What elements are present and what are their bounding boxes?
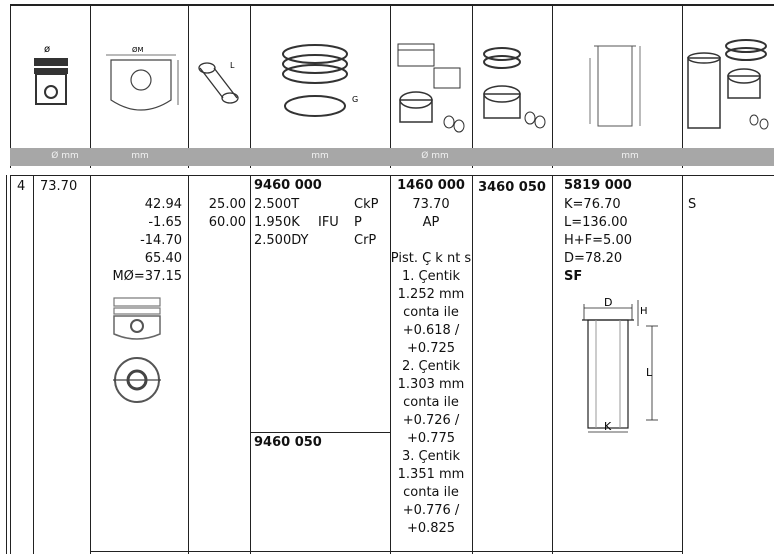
liner-spec: K=76.70 bbox=[564, 197, 621, 212]
piston-note: Pist. Ç k nt s bbox=[390, 251, 472, 266]
liner-sf: SF bbox=[564, 269, 583, 284]
ring-code: 9460 000 bbox=[254, 178, 322, 193]
row-sep bbox=[682, 175, 683, 554]
unit-label: mm bbox=[621, 151, 639, 161]
liner-icon bbox=[584, 38, 654, 138]
ring-spec-c: CkP bbox=[354, 197, 379, 212]
liner-label-k: K bbox=[604, 420, 612, 433]
unit-label: Ø mm bbox=[421, 151, 449, 161]
piston-drawing-icon bbox=[108, 292, 166, 412]
dim-value: MØ=37.15 bbox=[112, 269, 182, 284]
piston-note: 1.351 mm bbox=[397, 467, 465, 482]
row-sep bbox=[188, 175, 189, 554]
liner-spec: L=136.00 bbox=[564, 215, 628, 230]
ring-spec-a: 2.500T bbox=[254, 197, 300, 212]
unit-label: Ø mm bbox=[51, 151, 79, 161]
piston-note: +0.726 / bbox=[402, 413, 460, 428]
piston-note: 1. Çentik bbox=[401, 269, 461, 284]
hdr-sep bbox=[390, 4, 391, 168]
pin-value: 60.00 bbox=[208, 215, 246, 230]
liner-kit-icon bbox=[684, 36, 772, 140]
row-bottom-border bbox=[90, 551, 682, 552]
row-diameter: 73.70 bbox=[40, 179, 78, 194]
piston-note: +0.825 bbox=[406, 521, 456, 536]
piston-note: conta ile bbox=[403, 305, 459, 320]
ring-spec-b: IFU bbox=[318, 215, 339, 230]
liner-label-d: D bbox=[604, 296, 613, 309]
piston-size: 73.70 bbox=[412, 197, 450, 212]
row-sep bbox=[90, 175, 91, 554]
hdr-sep bbox=[552, 4, 553, 168]
piston-icon bbox=[22, 40, 82, 110]
unit-label: mm bbox=[311, 151, 329, 161]
piston-section-icon bbox=[96, 40, 186, 130]
piston-note: 1.252 mm bbox=[397, 287, 465, 302]
piston-code: 1460 000 bbox=[397, 178, 465, 193]
hdr-sep bbox=[90, 4, 91, 168]
row-sep bbox=[552, 175, 553, 554]
ring-spec-c: CrP bbox=[354, 233, 377, 248]
row-sep bbox=[6, 175, 7, 554]
unit-label: mm bbox=[131, 151, 149, 161]
pin-value: 25.00 bbox=[208, 197, 246, 212]
last-col-value: S bbox=[688, 197, 697, 212]
row-sep bbox=[472, 175, 473, 554]
ring-spec-a: 1.950K bbox=[254, 215, 300, 230]
dim-value: -14.70 bbox=[140, 233, 182, 248]
ring-code-2: 9460 050 bbox=[254, 435, 322, 450]
pin-icon bbox=[192, 50, 247, 120]
dim-value: 42.94 bbox=[144, 197, 182, 212]
hdr-sep bbox=[472, 4, 473, 168]
liner-spec: H+F=5.00 bbox=[564, 233, 632, 248]
liner-code: 5819 000 bbox=[564, 178, 632, 193]
row-index: 4 bbox=[17, 179, 26, 194]
hdr-sep bbox=[10, 4, 11, 168]
dim-value: 65.40 bbox=[144, 251, 182, 266]
hdr-sep bbox=[682, 4, 683, 168]
hdr-sep bbox=[188, 4, 189, 168]
ring-spec-a: 2.500DY bbox=[254, 233, 309, 248]
row-sep bbox=[10, 175, 11, 554]
piston-note: 3. Çentik bbox=[401, 449, 461, 464]
set-code: 3460 050 bbox=[478, 180, 546, 195]
liner-drawing-icon bbox=[576, 296, 674, 438]
piston-note: +0.775 bbox=[406, 431, 456, 446]
row-top-border bbox=[10, 175, 774, 176]
hdr-sep bbox=[250, 4, 251, 168]
piston-kit-icon bbox=[478, 44, 550, 140]
piston-note: 1.303 mm bbox=[397, 377, 465, 392]
ring-split-line bbox=[250, 432, 390, 433]
svg-text:G: G bbox=[352, 95, 359, 104]
svg-text:L: L bbox=[230, 61, 235, 70]
piston-note: +0.725 bbox=[406, 341, 456, 356]
piston-assembly-icon bbox=[394, 40, 470, 140]
rings-icon bbox=[270, 40, 370, 130]
ring-spec-c: P bbox=[354, 215, 362, 230]
piston-note: conta ile bbox=[403, 395, 459, 410]
liner-spec: D=78.20 bbox=[564, 251, 623, 266]
piston-type: AP bbox=[422, 215, 440, 230]
piston-note: +0.776 / bbox=[402, 503, 460, 518]
dim-value: -1.65 bbox=[148, 215, 182, 230]
row-sep bbox=[33, 175, 34, 554]
liner-label-h: H bbox=[640, 306, 648, 317]
piston-note: +0.618 / bbox=[402, 323, 460, 338]
piston-note: conta ile bbox=[403, 485, 459, 500]
piston-note: 2. Çentik bbox=[401, 359, 461, 374]
svg-text:ø: ø bbox=[44, 44, 51, 55]
liner-label-l: L bbox=[646, 366, 653, 379]
row-sep bbox=[250, 175, 251, 554]
svg-text:ØM: ØM bbox=[132, 46, 144, 54]
